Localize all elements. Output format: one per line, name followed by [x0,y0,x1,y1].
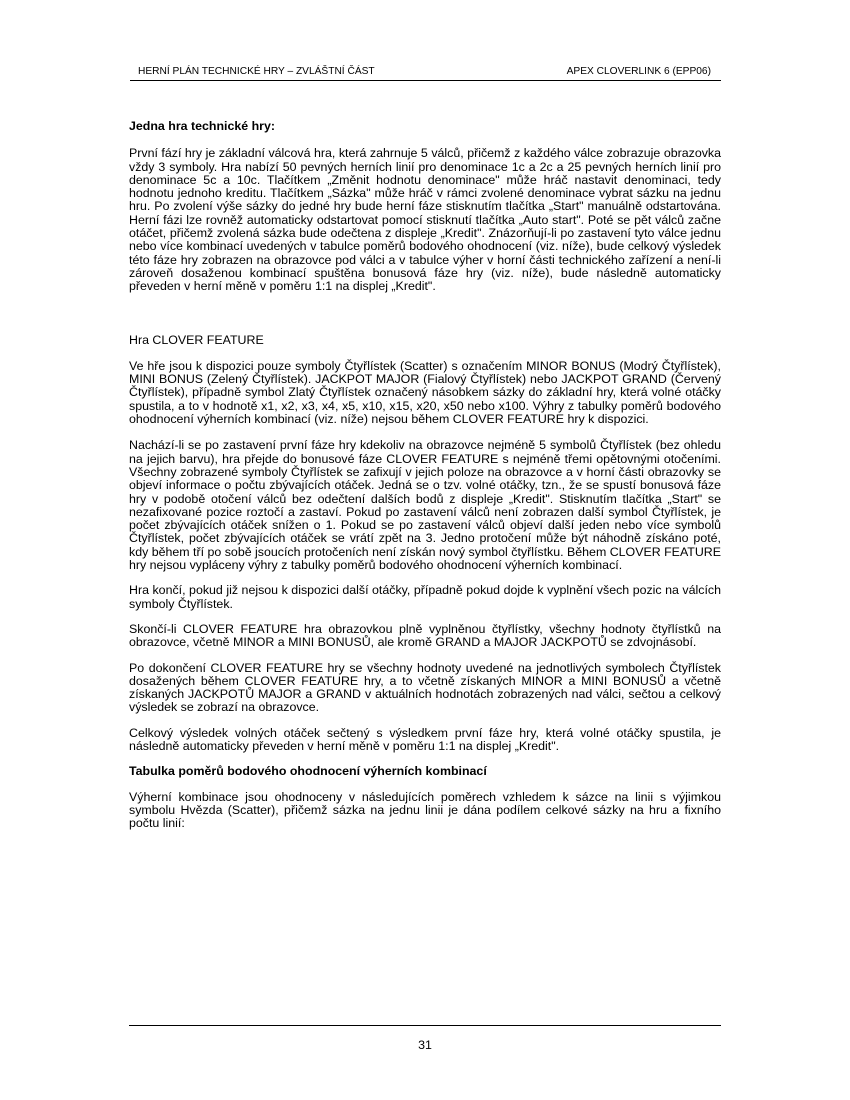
header-document-title: HERNÍ PLÁN TECHNICKÉ HRY – ZVLÁŠTNÍ ČÁST [138,66,375,77]
header-product-name: APEX CLOVERLINK 6 (EPP06) [566,66,711,77]
paragraph-paytable-intro: Výherní kombinace jsou ohodnoceny v následujících poměrech vzhledem k sázce na linii s výjimkou symbolu Hvězda (Scatter), přičemž sázka na jednu linii je dána podílem celkové sázky na hru a fixního počtu linií: [129,789,721,831]
section-heading-clover-feature: Hra CLOVER FEATURE [129,332,264,347]
section-heading-paytable: Tabulka poměrů bodového ohodnocení výherních kombinací [129,764,487,779]
paragraph-game-end: Hra končí, pokud již nejsou k dispozici další otáčky, případně pokud dojde k vyplnění všech pozic na válcích symboly Čtyřlístek. [129,583,721,611]
paragraph-clover-symbols: Ve hře jsou k dispozici pouze symboly Čtyřlístek (Scatter) s označením MINOR BONUS (Modrý Čtyřlístek), MINI BONUS (Zelený Čtyřlístek). JACKPOT MAJOR (Fialový Čtyřlístek) nebo JACKPOT GRAND (Červený Čtyřlístek), případně symbol Zlatý Čtyřlístek označený násobkem sázky do základní hry, která volné otáčky spustila, a to v hodnotě x1, x2, x3, x4, x5, x10, x15, x20, x50 nebo x100. Výhry z tabulky poměrů bodového ohodnocení výherních kombinací (viz. níže) nejsou během CLOVER FEATURE hry k dispozici. [129,358,721,427]
paragraph-full-screen: Skončí-li CLOVER FEATURE hra obrazovkou plně vyplněnou čtyřlístky, všechny hodnoty čtyřlístků na obrazovce, včetně MINOR a MINI BONUSŮ, ale kromě GRAND a MAJOR JACKPOTŮ se zdvojnásobí. [129,621,721,650]
paragraph-clover-trigger: Nachází-li se po zastavení první fáze hry kdekoliv na obrazovce nejméně 5 symbolů Čtyřlístek (bez ohledu na jejich barvu), hra přejde do bonusové fáze CLOVER FEATURE s nejméně třemi opětovnými otočeními. Všechny zobrazené symboly Čtyřlístek se zafixují v jejich poloze na obrazovce a v horní části obrazovky se objeví informace o počtu zbývajících otáček. Jedná se o tzv. volné otáčky, tzn., že se spustí bonusová fáze hry v podobě otočení válců bez odečtení dalších bodů z displeje „Kredit". Stisknutím tlačítka „Start" se nezafixované pozice roztočí a zastaví. Pokud po zastavení válců není zobrazen další symbol Čtyřlístek, je počet zbývajících otáček snížen o 1. Pokud se po zastavení válců objeví další jeden nebo více symbolů Čtyřlístek, počet zbývajících otáček se vrátí zpět na 3. Jedno protočení může být náhodně získáno poté, kdy během tří po sobě jsoucích protočeních není získán nový symbol čtyřlístku. Během CLOVER FEATURE hry nejsou vypláceny výhry z tabulky poměrů bodového ohodnocení výherních kombinací. [129,438,722,573]
page-header [130,62,721,81]
section-heading-single-game: Jedna hra technické hry: [129,119,275,133]
footer-divider [129,1025,721,1026]
paragraph-total-result: Celkový výsledek volných otáček sečtený s výsledkem první fáze hry, která volné otáčky spustila, je následně automaticky převeden v herní měně v poměru 1:1 na displej „Kredit". [129,725,721,753]
page-number: 31 [418,1038,432,1052]
page-content [129,120,721,830]
paragraph-base-game: První fází hry je základní válcová hra, která zahrnuje 5 válců, přičemž z každého válce zobrazuje obrazovka vždy 3 symboly. Hra nabízí 50 pevných herních linií pro denominace 1c a 2c a 25 pevných herních linií pro denominace 5c a 10c. Tlačítkem „Změnit hodnotu denominace" může hráč nastavit denominaci, tedy hodnotu jednoho kreditu. Tlačítkem „Sázka" může hráč v rámci zvolené denominace vybrat sázku na jednu hru. Po zvolení výše sázky do jedné hry bude herní fáze stisknutím tlačítka „Start" manuálně odstartována. Herní fázi lze rovněž automaticky odstartovat pomocí stisknutí tlačítka „Auto start". Poté se pět válců začne otáčet, přičemž zvolená sázka bude odečtena z displeje „Kredit". Znázorňují-li po zastavení tyto válce jednu nebo více kombinací uvedených v tabulce poměrů bodového ohodnocení (viz. níže), bude celkový výsledek této fáze hry zobrazen na obrazovce pod válci a v tabulce výher v horní části technického zařízení a není-li zároveň dosaženou kombinací spuštěna bonusová fáze hry (viz. níže), bude následně automaticky převeden v herní měně v poměru 1:1 na displej „Kredit". [129,146,721,294]
paragraph-feature-summary: Po dokončení CLOVER FEATURE hry se všechny hodnoty uvedené na jednotlivých symbolech Čtyřlístek dosažených během CLOVER FEATURE hry, a to včetně získaných MINOR a MINI BONUSŮ a včetně získaných JACKPOTŮ MAJOR a GRAND v aktuálních hodnotách zobrazených nad válci, sečtou a celkový výsledek se zobrazí na obrazovce. [129,660,721,715]
